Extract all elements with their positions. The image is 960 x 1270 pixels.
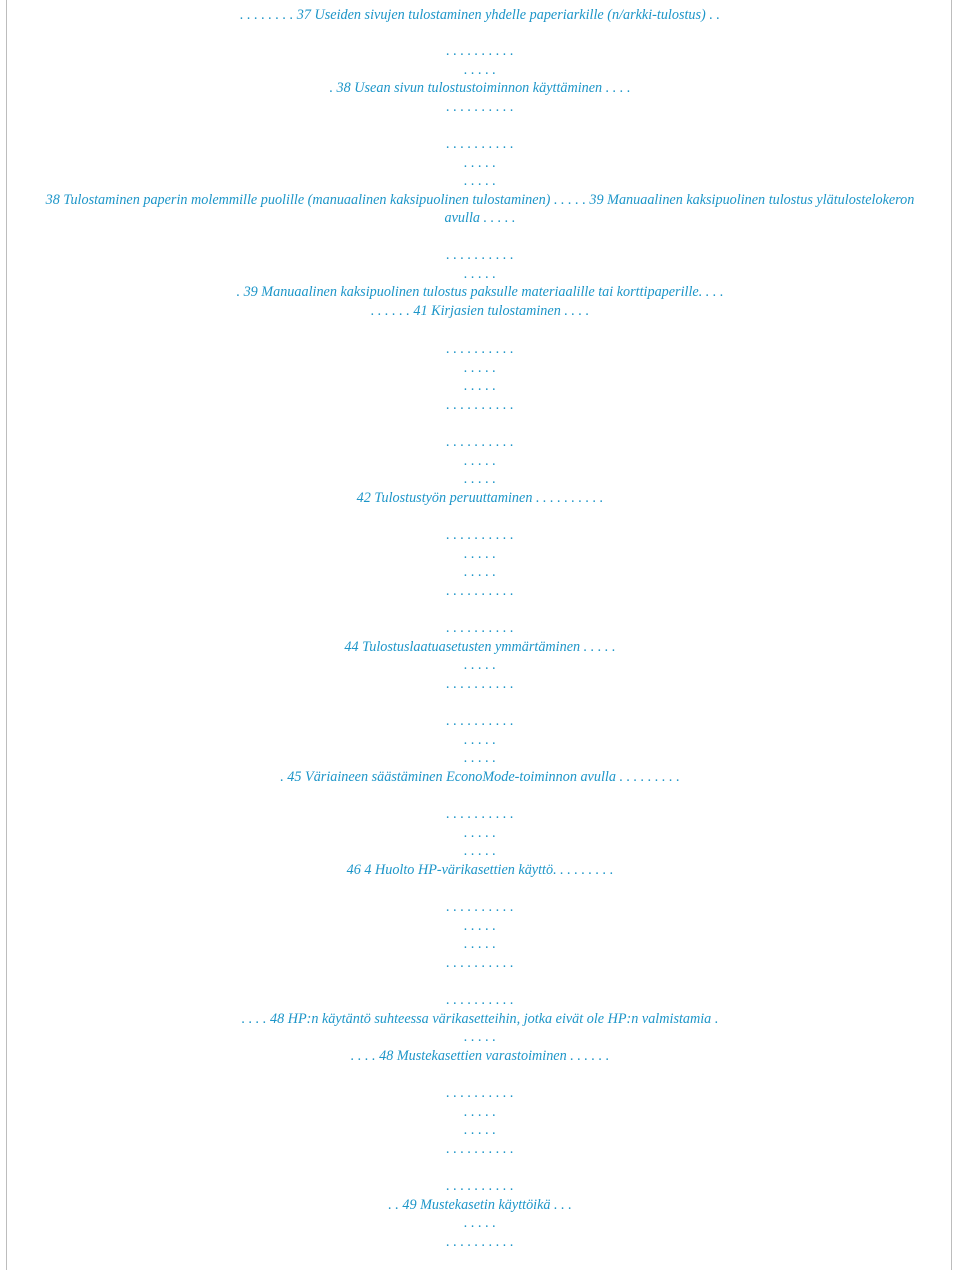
- toc-leader-line: . . . . . . . . . .: [446, 341, 514, 357]
- toc-leader-line: . . . . .: [464, 1122, 496, 1138]
- toc-entry[interactable]: . 39 Manuaalinen kaksipuolinen tulostus paksulle materiaalille tai korttipaperille. . . .: [236, 284, 724, 300]
- toc-leader-line: . . . . .: [464, 155, 496, 171]
- toc-leader-line: . . . . .: [464, 564, 496, 580]
- toc-leader-line: . . . . .: [464, 546, 496, 562]
- toc-leader-line: . . . . . . . . . .: [446, 713, 514, 729]
- toc-leader-line: . . . . . . . . . .: [446, 676, 514, 692]
- toc-leader-line: . . . . . . . . . .: [446, 1141, 514, 1157]
- toc-leader-line: . . . . .: [464, 1029, 496, 1045]
- toc-leader-line: . . . . .: [464, 266, 496, 282]
- toc-leader-line: . . . . .: [464, 378, 496, 394]
- toc-entry[interactable]: . 45 Väriaineen säästäminen EconoMode-toiminnon avulla . . . . . . . . .: [280, 769, 680, 785]
- toc-leader-line: . . . . . . . . . .: [446, 43, 514, 59]
- toc-leader-line: . . . . .: [464, 825, 496, 841]
- toc-leader-line: . . . . . . . . . .: [446, 1234, 514, 1250]
- toc-entry[interactable]: . . . . 48 Mustekasettien varastoiminen . . . . . .: [350, 1048, 610, 1064]
- toc-leader-line: . . . . . . . . . .: [446, 1085, 514, 1101]
- toc-leader-line: . . . . .: [464, 360, 496, 376]
- toc-leader-line: . . . . . . . . . .: [446, 99, 514, 115]
- toc-leader-line: . . . . . . . . . .: [446, 992, 514, 1008]
- toc-leader-line: . . . . . . . . . .: [446, 434, 514, 450]
- toc-leader-line: . . . . . . . . . .: [446, 527, 514, 543]
- toc-entry[interactable]: . . 49 Mustekasetin käyttöikä . . .: [388, 1197, 572, 1213]
- toc-leader-line: . . . . .: [464, 1104, 496, 1120]
- toc-leader-line: . . . . .: [464, 1215, 496, 1231]
- toc-leader-line: . . . . . . . . . .: [446, 247, 514, 263]
- toc-entry[interactable]: 38 Tulostaminen paperin molemmille puolille (manuaalinen kaksipuolinen tulostaminen) . . . . . 39 Manuaalinen kaksipuolinen tulostus ylätulostelokeron: [45, 192, 915, 208]
- toc-entry[interactable]: . . . . 48 HP:n käytäntö suhteessa värikasetteihin, jotka eivät ole HP:n valmistamia .: [241, 1011, 719, 1027]
- toc-leader-line: . . . . . . . . . .: [446, 1178, 514, 1194]
- toc-leader-line: . . . . .: [464, 62, 496, 78]
- toc-leader-line: . . . . . . . . . .: [446, 136, 514, 152]
- toc-leader-line: . . . . .: [464, 750, 496, 766]
- toc-leader-line: . . . . . . . . . .: [446, 397, 514, 413]
- toc-entry[interactable]: . . . . . . . . 37 Useiden sivujen tulostaminen yhdelle paperiarkille (n/arkki-tulostus) . .: [240, 7, 720, 23]
- toc-leader-line: . . . . .: [464, 173, 496, 189]
- toc-leader-line: . . . . . . . . . .: [446, 620, 514, 636]
- toc-entry[interactable]: . . . . . . 41 Kirjasien tulostaminen . . . .: [370, 303, 590, 319]
- toc-leader-line: . . . . . . . . . .: [446, 955, 514, 971]
- toc-entry[interactable]: 42 Tulostustyön peruuttaminen . . . . . . . . . .: [356, 490, 604, 506]
- toc-leader-line: avulla . . . . .: [444, 210, 516, 226]
- toc-leader-line: . . . . .: [464, 657, 496, 673]
- toc-entry[interactable]: 44 Tulostuslaatuasetusten ymmärtäminen . . . . .: [344, 639, 616, 655]
- toc-leader-line: . . . . .: [464, 918, 496, 934]
- toc-leader-line: . . . . .: [464, 453, 496, 469]
- toc-leader-line: . . . . . . . . . .: [446, 806, 514, 822]
- toc-leader-line: . . . . .: [464, 843, 496, 859]
- toc-leader-line: . . . . .: [464, 936, 496, 952]
- toc-leader-line: . . . . .: [464, 732, 496, 748]
- toc-entry[interactable]: 46 4 Huolto HP-värikasettien käyttö. . . . . . . . .: [346, 862, 614, 878]
- toc-leader-line: . . . . . . . . . .: [446, 899, 514, 915]
- toc-leader-line: . . . . .: [464, 471, 496, 487]
- toc-leader-line: . . . . . . . . . .: [446, 583, 514, 599]
- toc-entry[interactable]: . 38 Usean sivun tulostustoiminnon käyttäminen . . . .: [329, 80, 631, 96]
